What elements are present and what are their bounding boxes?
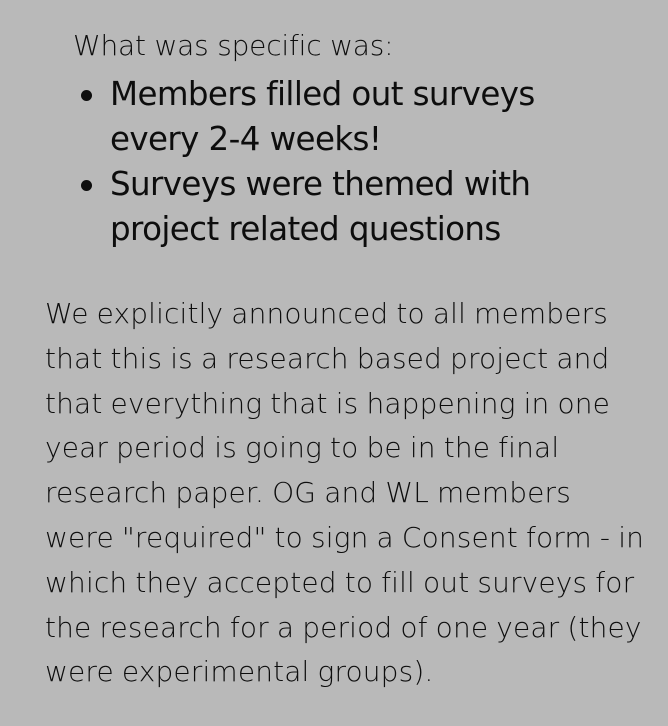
bullet-list (110, 72, 630, 252)
bullet-item-surveys-frequency: Members filled out surveys every 2-4 weeks! (110, 72, 630, 162)
body-paragraph: We explicitly announced to all members that this is a research based project and that everything that is happening in one year period is going to be in the final research paper. OG and WL members were "required" to sign a Consent form - in which they accepted to fill out surveys for the research for a period of one year (they were experimental groups). (45, 297, 645, 689)
bullet-item-surveys-theme: Surveys were themed with project related questions (110, 162, 630, 252)
intro-text: What was specific was: (73, 29, 394, 62)
